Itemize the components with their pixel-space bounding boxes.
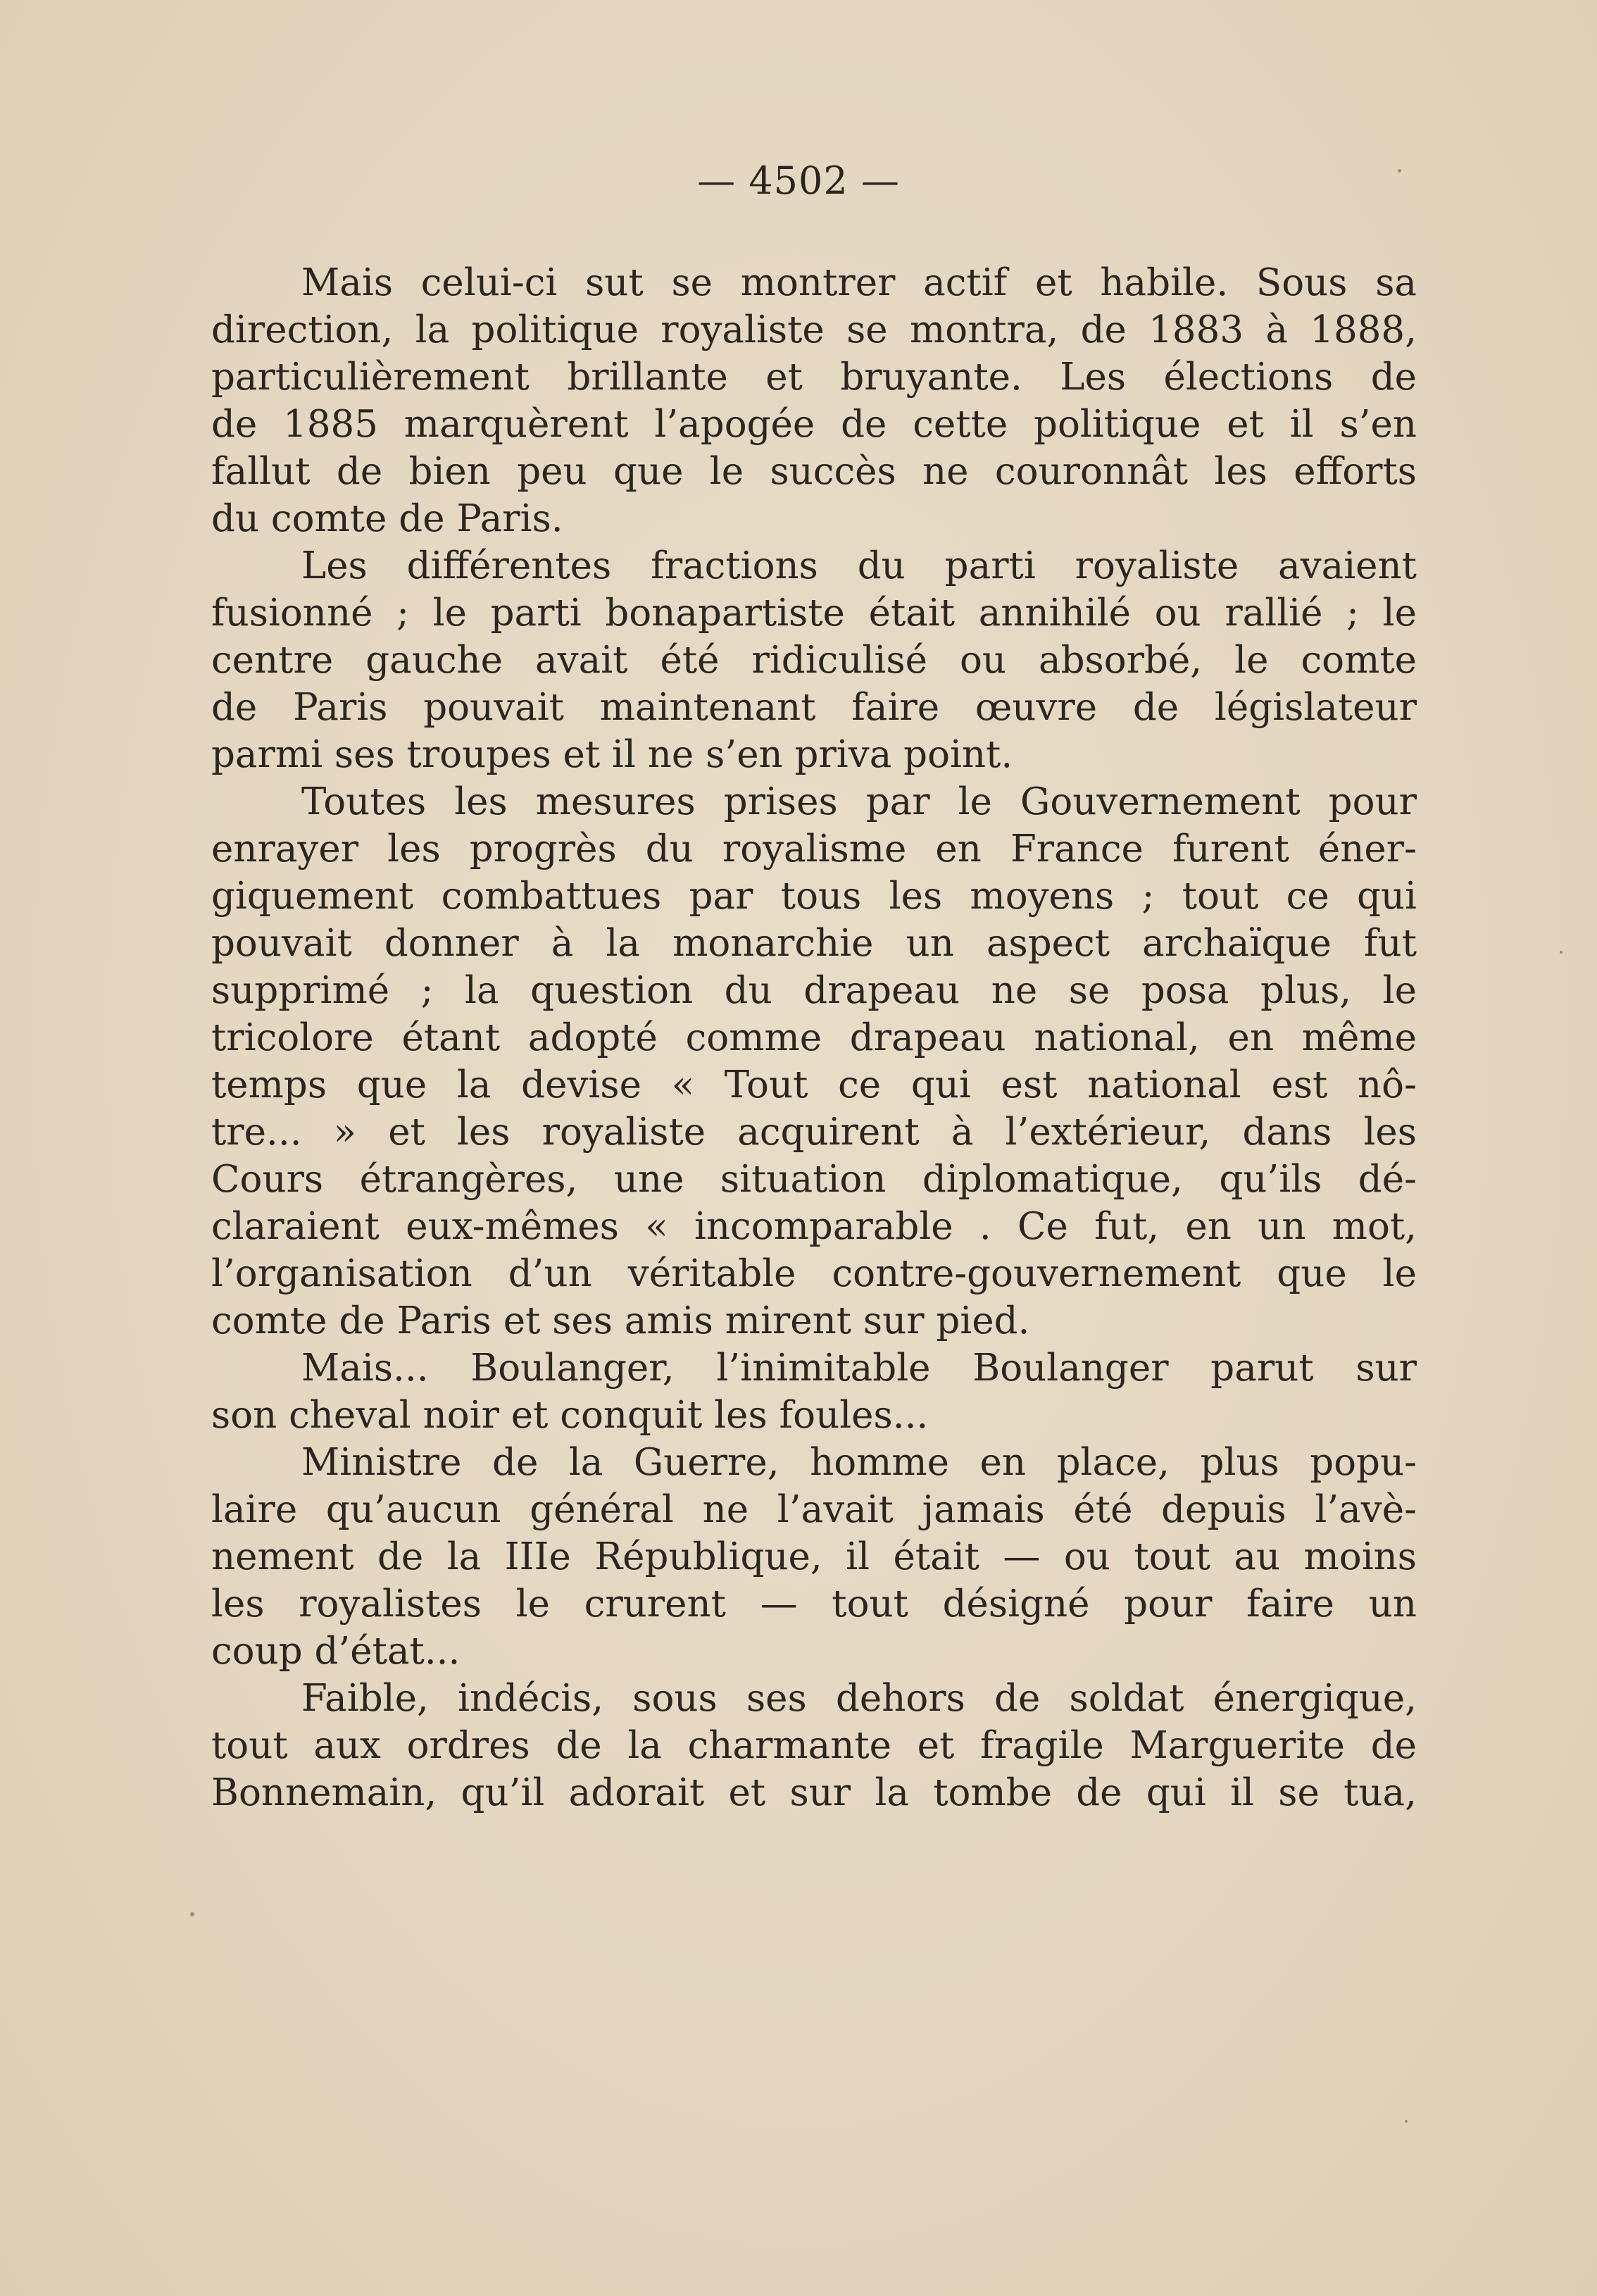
text-line: les royalistes le crurent — tout désigné pour faire un bbox=[211, 1583, 1417, 1626]
paragraph-4 bbox=[211, 1344, 1417, 1439]
text-line: coup d’état... bbox=[211, 1630, 461, 1673]
text-line: Bonnemain, qu’il adorait et sur la tombe de qui il se tua, bbox=[211, 1771, 1417, 1814]
text-line: giquement combattues par tous les moyens ; tout ce qui bbox=[211, 875, 1417, 918]
text-line: Les différentes fractions du parti royaliste avaient bbox=[301, 544, 1417, 587]
text-line: Ministre de la Guerre, homme en place, plus popu- bbox=[301, 1441, 1417, 1484]
print-speck bbox=[1560, 951, 1562, 954]
paragraph-2 bbox=[211, 542, 1417, 778]
text-line: enrayer les progrès du royalisme en France furent éner- bbox=[211, 828, 1417, 871]
text-line: fallut de bien peu que le succès ne couronnât les efforts bbox=[211, 450, 1417, 493]
paragraph-3 bbox=[211, 778, 1417, 1344]
text-line: Toutes les mesures prises par le Gouvernement pour bbox=[301, 780, 1417, 823]
text-line: de Paris pouvait maintenant faire œuvre de législateur bbox=[211, 686, 1417, 729]
print-speck bbox=[190, 1912, 194, 1916]
text-line: temps que la devise « Tout ce qui est national est nô- bbox=[211, 1063, 1417, 1106]
text-line: parmi ses troupes et il ne s’en priva point. bbox=[211, 733, 1013, 776]
print-speck bbox=[1398, 169, 1401, 173]
text-line: Cours étrangères, une situation diplomatique, qu’ils dé- bbox=[211, 1158, 1417, 1201]
text-line: tout aux ordres de la charmante et fragile Marguerite de bbox=[211, 1724, 1417, 1767]
text-line: particulièrement brillante et bruyante. Les élections de bbox=[211, 356, 1417, 399]
text-line: Mais... Boulanger, l’inimitable Boulanger parut sur bbox=[301, 1347, 1417, 1390]
paragraph-5 bbox=[211, 1439, 1417, 1675]
text-line: de 1885 marquèrent l’apogée de cette politique et il s’en bbox=[211, 403, 1417, 446]
text-line: comte de Paris et ses amis mirent sur pied. bbox=[211, 1299, 1030, 1342]
text-line: Mais celui-ci sut se montrer actif et habile. Sous sa bbox=[301, 261, 1417, 304]
text-line: l’organisation d’un véritable contre-gouvernement que le bbox=[211, 1252, 1417, 1295]
text-line: claraient eux-mêmes « incomparable . Ce fut, en un mot, bbox=[211, 1205, 1417, 1248]
text-line: supprimé ; la question du drapeau ne se posa plus, le bbox=[211, 969, 1417, 1012]
text-line: direction, la politique royaliste se montra, de 1883 à 1888, bbox=[211, 308, 1417, 351]
text-line: fusionné ; le parti bonapartiste était annihilé ou rallié ; le bbox=[211, 592, 1417, 635]
body-text bbox=[211, 259, 1417, 1816]
paragraph-6 bbox=[211, 1675, 1417, 1816]
text-line: son cheval noir et conquit les foules... bbox=[211, 1394, 929, 1437]
text-line: centre gauche avait été ridiculisé ou absorbé, le comte bbox=[211, 639, 1417, 682]
text-line: du comte de Paris. bbox=[211, 497, 563, 540]
print-speck bbox=[1405, 2120, 1408, 2123]
text-line: laire qu’aucun général ne l’avait jamais été depuis l’avè- bbox=[211, 1488, 1417, 1531]
text-line: nement de la IIIe République, il était — ou tout au moins bbox=[211, 1535, 1417, 1578]
text-line: tricolore étant adopté comme drapeau national, en même bbox=[211, 1016, 1417, 1059]
page-number-header: — 4502 — bbox=[697, 158, 900, 203]
text-line: tre... » et les royaliste acquirent à l’extérieur, dans les bbox=[211, 1111, 1417, 1154]
paragraph-1 bbox=[211, 259, 1417, 542]
text-line: Faible, indécis, sous ses dehors de soldat énergique, bbox=[301, 1677, 1417, 1720]
text-line: pouvait donner à la monarchie un aspect archaïque fut bbox=[211, 922, 1417, 965]
